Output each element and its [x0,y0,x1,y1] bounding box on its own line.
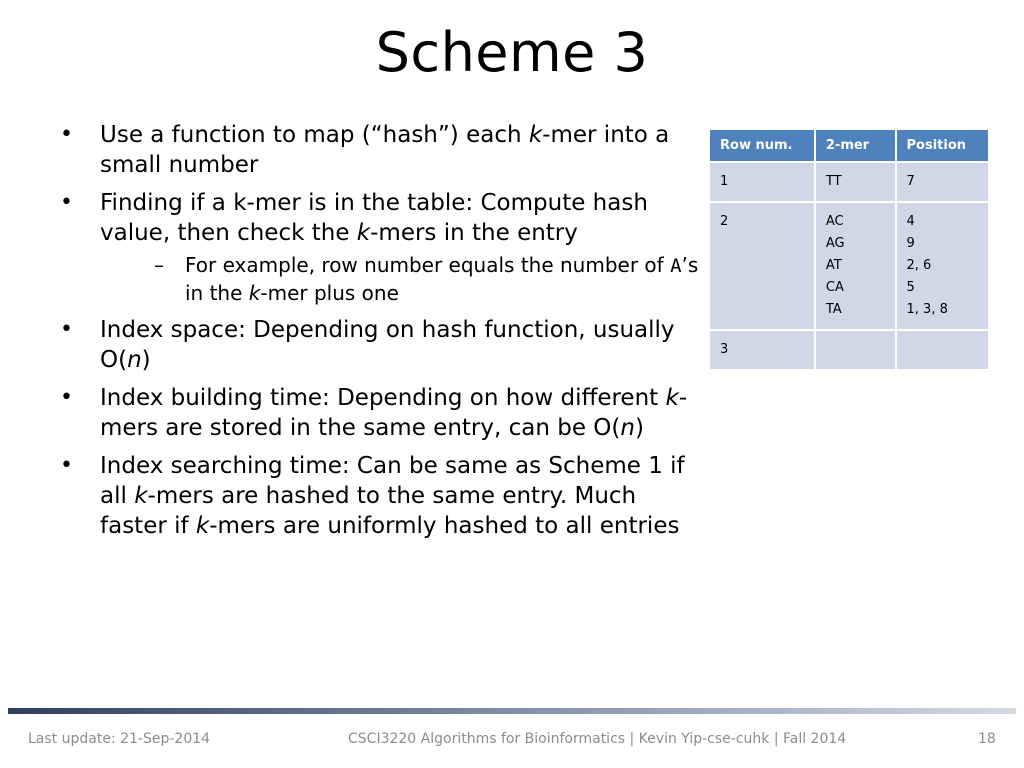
position-cell [896,330,989,370]
row-num-cell: 3 [709,330,815,370]
bullet-glyph: • [60,190,73,215]
table-row [709,330,989,370]
row-num-cell: 1 [709,162,815,202]
table-header-row [709,129,989,162]
bullet-glyph: • [60,385,73,410]
footer-course-info: CSCI3220 Algorithms for Bioinformatics | Kevin Yip-cse-cuhk | Fall 2014 [348,731,847,747]
footer-last-update: Last update: 21-Sep-2014 [28,731,211,747]
column-header-row-num: Row num. [709,129,815,162]
mer-cell: TT [815,162,896,202]
slide-title: Scheme 3 [375,21,649,84]
mer-cell: AC AG AT CA TA [815,202,896,330]
bullet-glyph: • [60,453,73,478]
bullet-list [60,120,700,549]
position-cell: 4 9 2, 6 5 1, 3, 8 [896,202,989,330]
hash-table [708,128,990,371]
position-cell: 7 [896,162,989,202]
column-header-2mer: 2-mer [815,129,896,162]
dash-glyph: – [154,253,164,277]
bullet-glyph: • [60,317,73,342]
mer-cell [815,330,896,370]
footer-page-number: 18 [978,731,996,747]
bullet-finding-kmer: • Finding if a k-mer is in the table: Compute hash value, then check the k-mers in the entry – For example, row number equals the number of A’s in the k-mer plus one [60,190,699,305]
sub-bullet-example: – For example, row number equals the number of A’s in the k-mer plus one [154,253,699,305]
bullet-searching-time: • Index searching time: Can be same as Scheme 1 if all k-mers are hashed to the same entry. Much faster if k-mers are uniformly hashed to all entries [60,453,685,539]
bullet-index-space: • Index space: Depending on hash function, usually O(n) [60,317,675,373]
table-row [709,162,989,202]
table-row [709,202,989,330]
bullet-hash-function: • Use a function to map (“hash”) each k-mer into a small number [60,122,670,178]
bullet-glyph: • [60,122,73,147]
footer-divider [8,708,1016,714]
bullet-building-time: • Index building time: Depending on how different k-mers are stored in the same entry, can be O(n) [60,385,688,441]
row-num-cell: 2 [709,202,815,330]
column-header-position: Position [896,129,989,162]
